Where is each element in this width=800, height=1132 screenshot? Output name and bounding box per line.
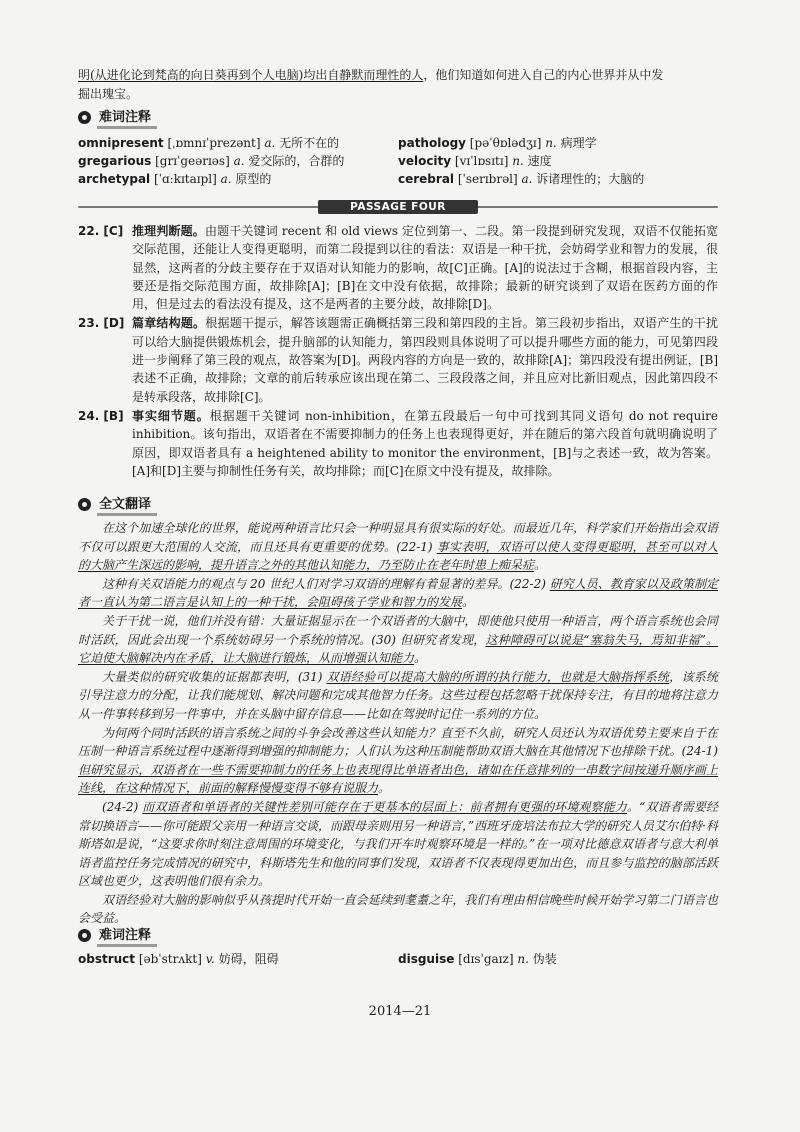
answer-item: 22. [C] 推理判断题。由题干关键词 recent 和 old views 定位到第一、二段。第一段提到研究发现，双语不仅能拓宽交际范围，还能让人变得更聪明，而第二段提到以往的看法：双语是一种干扰，会妨碍学业和智力的发展，很显然，这两者的分歧主要存在于双语对认知能力的影响，故[C]正确。[A]的说法过于含糊，根据首段内容，主要还是指交际范围方面，故排除[A]；[B]在文中没有依据，故排除；最新的研究谈到了双语在医药方面的作用，但是过去的看法没有提及，这不是两者的主要分歧，故排除[D]。 bbox=[78, 224, 718, 312]
vocab2-heading bbox=[78, 924, 157, 946]
vocab-list bbox=[78, 134, 718, 188]
translation-heading-label: 全文翻译 bbox=[97, 493, 157, 516]
bullet-icon bbox=[78, 498, 91, 511]
bullet-icon bbox=[78, 111, 91, 124]
vocab-entry: cerebral [ˈserɪbrəl] a. 诉诸理性的；大脑的 bbox=[398, 172, 645, 186]
translation-paragraph: 在这个加速全球化的世界，能说两种语言比只会一种明显具有很实际的好处。而最近几年，科学家们开始指出会双语不仅可以跟更大范围的人交流，而且还具有更重要的优势。(22-1) 事实表明，双语可以使人变得更聪明，甚至可以对人的大脑产生深远的影响，提升语言之外的其他认知能力，乃至防止在老年时患上痴呆症。 bbox=[78, 521, 718, 573]
vocab2-list bbox=[78, 950, 718, 968]
intro-text bbox=[78, 66, 718, 104]
translation-paragraph: 大量类似的研究收集的证据都表明，(31) 双语经验可以提高大脑的所谓的执行能力，也就是大脑指挥系统，该系统引导注意力的分配，让我们能规划、解决问题和完成其他智力任务。这些过程包括忽略干扰保持专注，有目的地将注意力从一件事转移到另一件事中，并在头脑中留存信息——比如在驾驶时记住一系列的方位。 bbox=[78, 669, 718, 721]
intro-line2: 掘出瑰宝。 bbox=[78, 87, 139, 101]
vocab-heading-label: 难词注释 bbox=[97, 106, 157, 129]
answer-item: 23. [D] 篇章结构题。根据题干提示，解答该题需正确概括第三段和第四段的主旨。第三段初步指出，双语产生的干扰可以给大脑提供锻炼机会，提升脑部的认知能力，第四段则具体说明了可以提升哪些方面的能力，可见第四段进一步阐释了第三段的观点，故答案为[D]。两段内容的方向是一致的，故排除[A]；第四段没有提出例证，[B]表述不正确，故排除；文章的前后转承应该出现在第二、三段段落之间，并且应对比新旧观点，因此第四段不是转承段落，故排除[C]。 bbox=[78, 316, 718, 404]
translation-heading bbox=[78, 493, 157, 515]
translation-paragraph: 为何两个同时活跃的语言系统之间的斗争会改善这些认知能力？直至不久前，研究人员还认为双语优势主要来自于在压制一种语言系统过程中逐渐得到增强的抑制能力；人们认为这种压制能帮助双语大脑在其他情况下也排除干扰。(24-1) 但研究显示，双语者在一些不需要抑制力的任务上也表现得比单语者出色，诸如在任意排列的一串数字间按递升顺序画上连线，在这种情况下，前面的解释慢慢变得不够有说服力。 bbox=[78, 725, 718, 796]
bullet-icon bbox=[78, 929, 91, 942]
vocab-entry: disguise [dɪsˈgaɪz] n. 伪装 bbox=[398, 952, 557, 966]
intro-rest: ，他们知道如何进入自己的内心世界并从中发 bbox=[423, 68, 664, 82]
passage-banner-label: PASSAGE FOUR bbox=[318, 200, 478, 214]
answer-explanations bbox=[78, 222, 718, 481]
vocab-entry: gregarious [grɪˈgeərɪəs] a. 爱交际的，合群的 bbox=[78, 154, 345, 168]
intro-underlined: 明(从进化论到梵高的向日葵再到个人电脑)均出自静默而理性的人 bbox=[78, 68, 424, 82]
passage-banner bbox=[78, 200, 718, 214]
answer-item: 24. [B] 事实细节题。根据题干关键词 non-inhibition，在第五段最后一句中可找到其同义语句 do not require inhibition。该句指出，双语者在不需要抑制力的任务上也表现得更好，并在随后的第六段首句就明确说明了原因，即双语者具有 a heightened ability to monitor the environment，[B]与之表述一致，故为答案。[A]和[D]主要与抑制性任务有关，故均排除；而[C]在原文中没有提及，故排除。 bbox=[78, 408, 718, 478]
translation-body bbox=[78, 519, 718, 928]
translation-paragraph: 关于干扰一说，他们并没有错：大量证据显示在一个双语者的大脑中，即使他只使用一种语言，两个语言系统也会同时活跃，因此会出现一个系统妨碍另一个系统的情况。(30) 但研究者发现，这种障碍可以说是“塞翁失马，焉知非福”。它迫使大脑解决内在矛盾，让大脑进行锻炼，从而增强认知能力。 bbox=[78, 613, 718, 666]
translation-paragraph: (24-2) 而双语者和单语者的关键性差别可能存在于更基本的层面上：前者拥有更强的环境观察能力。“双语者需要经常切换语言——你可能跟父亲用一种语言交谈，而跟母亲则用另一种语言，”西班牙庞培法布拉大学的研究人员艾尔伯特·科斯塔如是说，“这要求你时刻注意周围的环境变化，与我们开车时观察环境是一样的。”在一项对比德意双语者与意大利单语者监控任务完成情况的研究中，科斯塔先生和他的同事们发现，双语者不仅表现得更加出色，而且参与监控的脑部活跃区域也更少，这表明他们很有余力。 bbox=[78, 799, 718, 889]
vocab-heading bbox=[78, 106, 157, 128]
vocab-entry: velocity [vɪˈlɒsɪtɪ] n. 速度 bbox=[398, 154, 552, 168]
vocab-entry: obstruct [əbˈstrʌkt] v. 妨碍，阻碍 bbox=[78, 952, 279, 966]
vocab2-heading-label: 难词注释 bbox=[97, 924, 157, 947]
translation-paragraph: 双语经验对大脑的影响似乎从孩提时代开始一直会延续到耄耋之年，我们有理由相信晚些时候开始学习第二门语言也会受益。 bbox=[78, 892, 718, 926]
vocab-entry: archetypal [ˈɑːkɪtaɪpl] a. 原型的 bbox=[78, 172, 272, 186]
page-number: 2014—21 bbox=[368, 1004, 432, 1019]
vocab-entry: pathology [pəˈθɒlədʒɪ] n. 病理学 bbox=[398, 136, 597, 150]
vocab-entry: omnipresent [ˌɒmnɪˈprezənt] a. 无所不在的 bbox=[78, 136, 340, 150]
translation-paragraph: 这种有关双语能力的观点与 20 世纪人们对学习双语的理解有着显著的差异。(22-2) 研究人员、教育家以及政策制定者一直认为第二语言是认知上的一种干扰，会阻碍孩子学业和智力的发展。 bbox=[78, 576, 718, 610]
